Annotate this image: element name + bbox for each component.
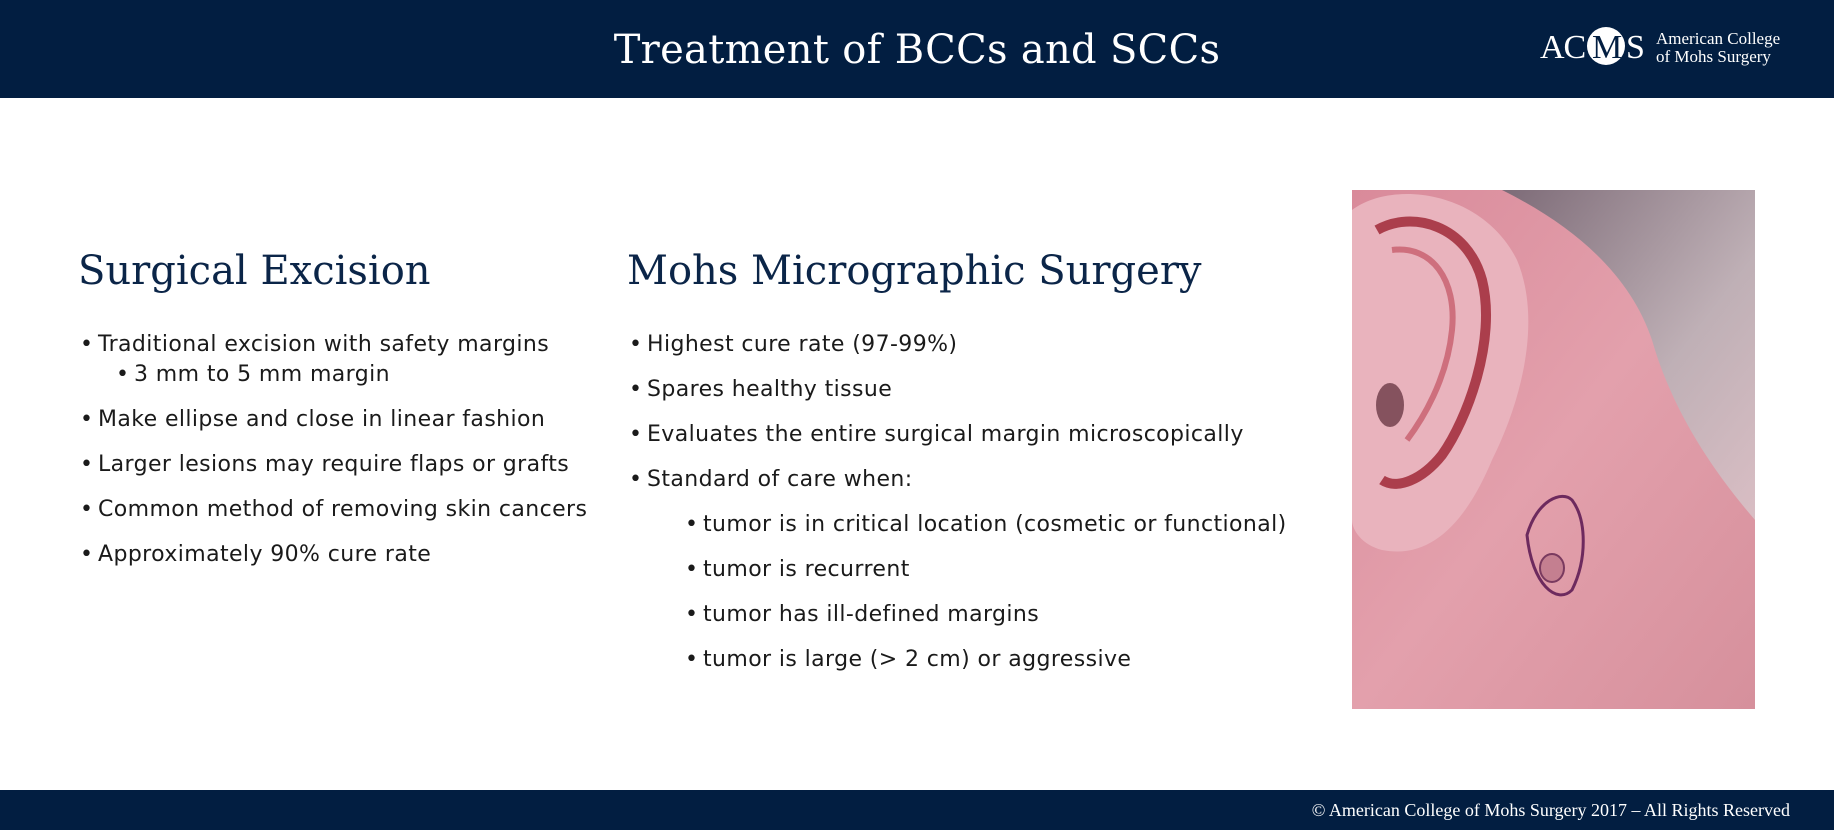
list-item: • Common method of removing skin cancers xyxy=(98,495,587,540)
list-item-sub: • tumor has ill-defined margins xyxy=(703,600,1300,645)
mohs-surgery-heading: Mohs Micrographic Surgery xyxy=(627,248,1202,294)
svg-text:M: M xyxy=(1592,29,1623,66)
acms-logo xyxy=(1540,22,1800,72)
footer-bar xyxy=(0,790,1834,830)
list-item: • Highest cure rate (97-99%) xyxy=(647,330,1244,375)
svg-text:AC: AC xyxy=(1540,29,1586,66)
list-item: • Make ellipse and close in linear fashion xyxy=(98,405,587,450)
list-item: • Approximately 90% cure rate xyxy=(98,540,587,585)
list-item-sub: • 3 mm to 5 mm margin xyxy=(134,360,623,405)
list-item-sub: • tumor is in critical location (cosmetic or functional) xyxy=(703,510,1300,555)
slide-title: Treatment of BCCs and SCCs xyxy=(613,27,1221,73)
list-item: • Standard of care when: xyxy=(647,465,1244,510)
list-item: • Evaluates the entire surgical margin microscopically xyxy=(647,420,1244,465)
list-item: • Larger lesions may require flaps or grafts xyxy=(98,450,587,495)
logo-text-line1: American College xyxy=(1656,29,1781,48)
copyright-text: © American College of Mohs Surgery 2017 – All Rights Reserved xyxy=(1311,800,1790,820)
list-item: • Traditional excision with safety margins xyxy=(98,330,587,360)
logo-text-line2: of Mohs Surgery xyxy=(1656,47,1771,66)
list-item-sub: • tumor is large (> 2 cm) or aggressive xyxy=(703,645,1300,690)
surgical-excision-list xyxy=(98,330,587,585)
ear-lesion-photo xyxy=(1352,190,1755,709)
mohs-surgery-list xyxy=(647,330,1287,690)
svg-text:S: S xyxy=(1626,29,1645,66)
surgical-excision-heading: Surgical Excision xyxy=(78,248,431,294)
list-item: • Spares healthy tissue xyxy=(647,375,1244,420)
list-item-sub: • tumor is recurrent xyxy=(703,555,1300,600)
